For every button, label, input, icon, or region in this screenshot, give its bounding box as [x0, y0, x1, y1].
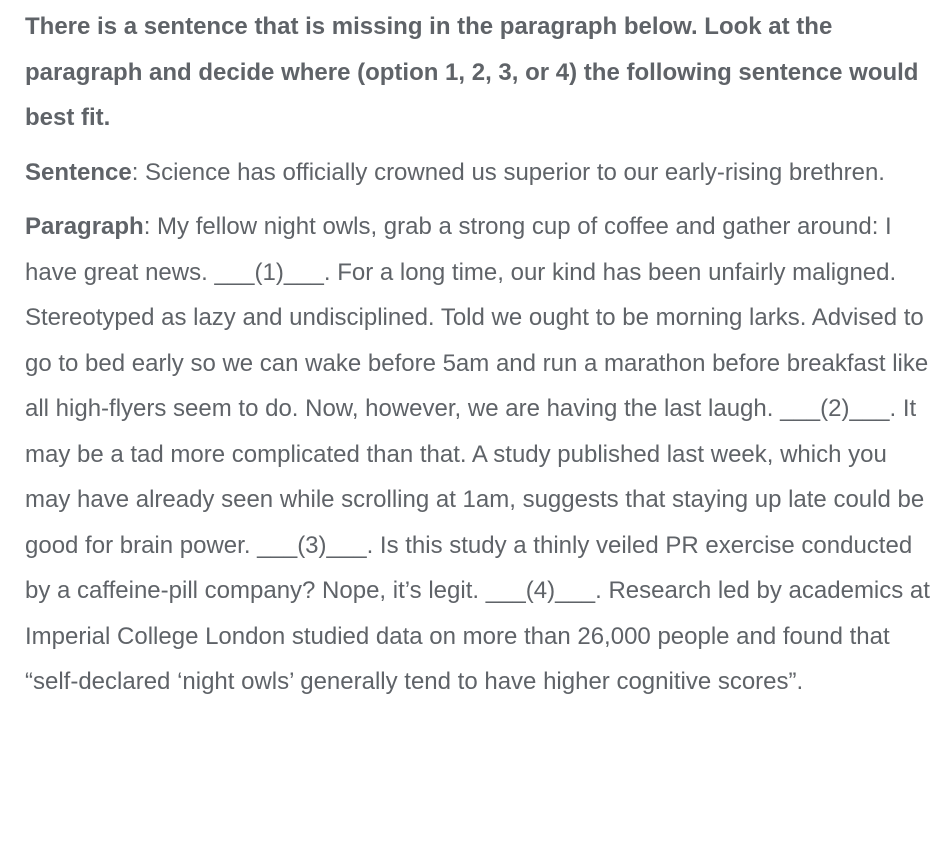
paragraph-label: Paragraph — [25, 213, 144, 240]
sentence-text: : Science has officially crowned us superior to our early-rising brethren. — [131, 158, 885, 186]
paragraph-block — [25, 204, 930, 705]
question-content — [25, 4, 930, 714]
sentence-label: Sentence — [25, 158, 132, 186]
sentence-block — [25, 150, 930, 196]
paragraph-text: : My fellow night owls, grab a strong cup of coffee and gather around: I have great news. ___(1)___. For a long time, our kind has been unfairly maligned. Stereotyped as lazy and undisciplined. Told we ought to be morning larks. Advised to go to bed early so we can wake before 5am and run a marathon before breakfast like all high-flyers seem to do. Now, however, we are having the last laugh. ___(2)___. It may be a tad more complicated than that. A study published last week, which you may have already seen while scrolling at 1am, suggests that staying up late could be good for brain power. ___(3)___. Is this study a thinly veiled PR exercise conducted by a caffeine-pill company? Nope, it’s legit. ___(4)___. Research led by academics at Imperial College London studied data on more than 26,000 people and found that “self-declared ‘night owls’ generally tend to have higher cognitive scores”. — [25, 213, 930, 695]
instruction-text: There is a sentence that is missing in the paragraph below. Look at the paragraph and decide where (option 1, 2, 3, or 4) the following sentence would best fit. — [25, 13, 919, 131]
